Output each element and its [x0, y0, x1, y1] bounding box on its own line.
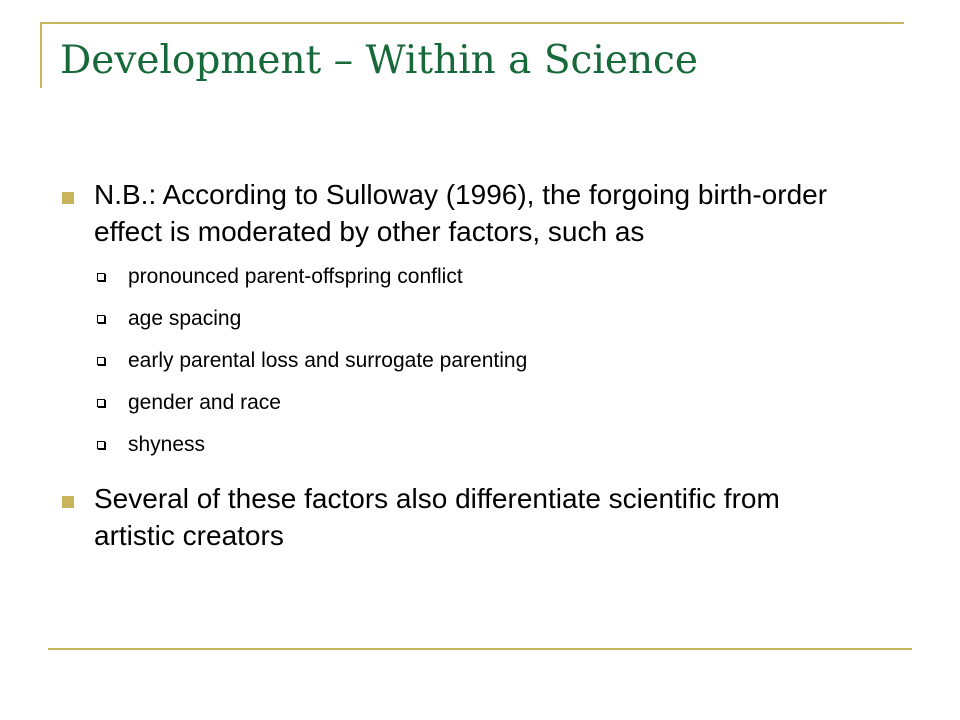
left-border-line — [40, 22, 42, 88]
slide-content — [60, 176, 860, 554]
bullet-item-differentiate: Several of these factors also differentiate scientific from artistic creators — [60, 480, 860, 554]
sub-bullet-item: early parental loss and surrogate parenting — [60, 340, 860, 382]
sub-bullet-item: shyness — [60, 424, 860, 466]
sub-bullet-item: gender and race — [60, 382, 860, 424]
moderating-factors-list — [60, 256, 860, 466]
sub-bullet-item: pronounced parent-offspring conflict — [60, 256, 860, 298]
top-border-line — [40, 22, 904, 24]
sub-bullet-item: age spacing — [60, 298, 860, 340]
slide-title: Development – Within a Science — [60, 38, 698, 83]
bullet-item-moderators: N.B.: According to Sulloway (1996), the forgoing birth-order effect is moderated by other factors, such as — [60, 176, 860, 250]
bottom-border-line — [48, 648, 912, 650]
